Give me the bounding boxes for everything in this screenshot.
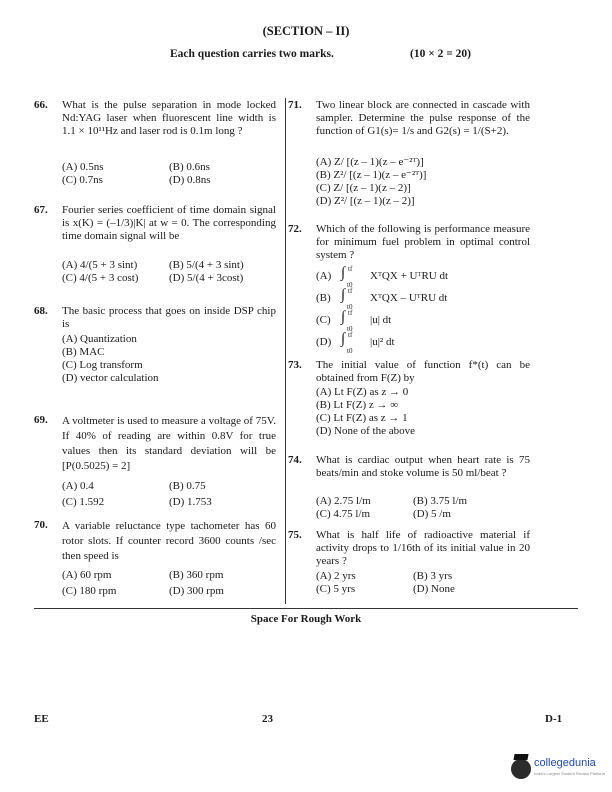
option-label: (B) (316, 292, 331, 304)
option-b: (B) 3.75 l/m (413, 495, 468, 507)
grad-cap-icon (513, 754, 528, 760)
graduate-avatar-icon (511, 759, 531, 779)
question-number: 67. (34, 204, 48, 216)
question-text: A voltmeter is used to measure a voltage of 75V. If 40% of reading are within 0.8V for true values then its standard deviation will be [P(0.5025) = 2] (62, 415, 276, 472)
question-text: What is half life of radioactive material if activity drops to 1/16th of its initial value in 20 years ? (316, 529, 530, 567)
question-67 (34, 204, 276, 294)
bottom-rule (34, 608, 578, 609)
option-c (316, 311, 516, 333)
lower-limit: t0 (347, 347, 353, 355)
option-a: (A) 60 rpm (62, 569, 112, 581)
lower-limit: t0 (347, 281, 353, 289)
option-b: (B) Z²/ [(z – 1)(z – e⁻²ᵀ)] (316, 169, 427, 181)
question-72 (288, 223, 578, 353)
question-text: Fourier series coefficient of time domain signal is x(K) = (–1/3)|K| at w = 0. The corresponding time domain signal will be (62, 204, 276, 242)
marks-total: (10 × 2 = 20) (410, 48, 472, 60)
option-a: (A) Lt F(Z) as z → 0 (316, 386, 409, 398)
question-69 (34, 414, 276, 514)
option-b: (B) 3 yrs (413, 570, 453, 582)
option-a (316, 267, 516, 289)
option-a: (A) 0.5ns (62, 161, 104, 173)
question-text: Two linear block are connected in cascade with sampler. Determine the pulse response of the function of G1(s)= 1/s and G2(s) = 1/(S+2). (316, 99, 530, 137)
option-a: (A) 4/(5 + 3 sint) (62, 259, 138, 271)
option-label: (D) (316, 336, 332, 348)
option-c: (C) Z/ [(z – 1)(z – 2)] (316, 182, 411, 194)
collegedunia-logo (511, 757, 606, 783)
option-b (316, 289, 516, 311)
option-b: (B) 360 rpm (169, 569, 224, 581)
integrand: |u|² dt (370, 336, 395, 348)
question-number: 75. (288, 529, 302, 541)
question-71 (288, 99, 578, 214)
logo-name: collegedunia (534, 757, 596, 769)
question-number: 71. (288, 99, 302, 111)
upper-limit: tf (348, 287, 353, 295)
question-number: 72. (288, 223, 302, 235)
question-70 (34, 519, 276, 609)
option-d: (D) Z²/ [(z – 1)(z – 2)] (316, 195, 415, 207)
option-c: (C) Lt F(Z) as z → 1 (316, 412, 408, 424)
option-a: (A) 0.4 (62, 480, 94, 492)
option-c: (C) 180 rpm (62, 585, 117, 597)
option-d: (D) 300 rpm (169, 585, 224, 597)
integral-sign-icon: ∫ (341, 265, 346, 281)
marks-note: Each question carries two marks. (170, 48, 334, 60)
question-number: 66. (34, 99, 48, 111)
option-d: (D) None of the above (316, 425, 415, 437)
option-a: (A) Quantization (62, 333, 137, 345)
option-d: (D) None (413, 583, 455, 595)
page-number: 23 (262, 713, 273, 725)
lower-limit: t0 (347, 303, 353, 311)
upper-limit: tf (348, 265, 353, 273)
footer-booklet-code: D-1 (545, 713, 563, 725)
question-number: 68. (34, 305, 48, 317)
option-b: (B) 0.6ns (169, 161, 210, 173)
question-number: 73. (288, 359, 302, 371)
option-b: (B) 0.75 (169, 480, 206, 492)
integrand: XᵀQX – UᵀRU dt (370, 292, 448, 304)
option-c: (C) 1.592 (62, 496, 105, 508)
upper-limit: tf (348, 331, 353, 339)
question-text: The basic process that goes on inside DSP chip is (62, 305, 276, 330)
option-d: (D) 0.8ns (169, 174, 211, 186)
option-c: (C) Log transform (62, 359, 143, 371)
option-c: (C) 4/(5 + 3 cost) (62, 272, 139, 284)
question-number: 74. (288, 454, 302, 466)
section-title: (SECTION – II) (262, 24, 350, 38)
question-74 (288, 454, 578, 534)
logo-tagline: India's Largest Student Review Platform (534, 771, 606, 776)
question-text: What is cardiac output when heart rate is 75 beats/min and stoke volume is 50 ml/beat ? (316, 454, 530, 479)
option-b: (B) 5/(4 + 3 sint) (169, 259, 244, 271)
upper-limit: tf (348, 309, 353, 317)
option-a: (A) Z/ [(z – 1)(z – e⁻²ᵀ)] (316, 156, 424, 168)
question-75 (288, 529, 578, 609)
question-text: The initial value of function f*(t) can be obtained from F(Z) by (316, 359, 530, 384)
integral-sign-icon: ∫ (341, 287, 346, 303)
option-c: (C) 0.7ns (62, 174, 103, 186)
question-66 (34, 99, 276, 197)
question-text: Which of the following is performance measure for minimum fuel problem in optimal control system ? (316, 223, 530, 261)
integrand: XᵀQX + UᵀRU dt (370, 270, 449, 282)
integrand: |u| dt (370, 314, 392, 326)
integral-sign-icon: ∫ (341, 331, 346, 347)
question-number: 70. (34, 519, 48, 531)
question-text: A variable reluctance type tachometer has 60 rotor slots. If counter record 3600 counts /sec then speed is (62, 520, 276, 562)
rough-work-label: Space For Rough Work (250, 613, 362, 625)
option-c: (C) 4.75 l/m (316, 508, 371, 520)
option-d: (D) 5/(4 + 3cost) (169, 272, 244, 284)
option-d: (D) 5 /m (413, 508, 451, 520)
lower-limit: t0 (347, 325, 353, 333)
footer-subject-code: EE (34, 713, 49, 725)
column-divider (285, 98, 286, 604)
question-73 (288, 359, 578, 449)
option-label: (A) (316, 270, 332, 282)
question-number: 69. (34, 414, 48, 426)
integral-sign-icon: ∫ (341, 309, 346, 325)
option-b: (B) Lt F(Z) z → ∞ (316, 399, 399, 411)
option-b: (B) MAC (62, 346, 105, 358)
option-a: (A) 2.75 l/m (316, 495, 371, 507)
question-text: What is the pulse separation in mode locked Nd:YAG laser when fluorescent line width is 1.1 × 10¹¹Hz and laser rod is 0.1m long ? (62, 99, 276, 137)
option-label: (C) (316, 314, 331, 326)
option-d: (D) vector calculation (62, 372, 159, 384)
question-68 (34, 305, 276, 395)
option-d (316, 333, 516, 355)
option-a: (A) 2 yrs (316, 570, 356, 582)
option-d: (D) 1.753 (169, 496, 212, 508)
option-c: (C) 5 yrs (316, 583, 356, 595)
